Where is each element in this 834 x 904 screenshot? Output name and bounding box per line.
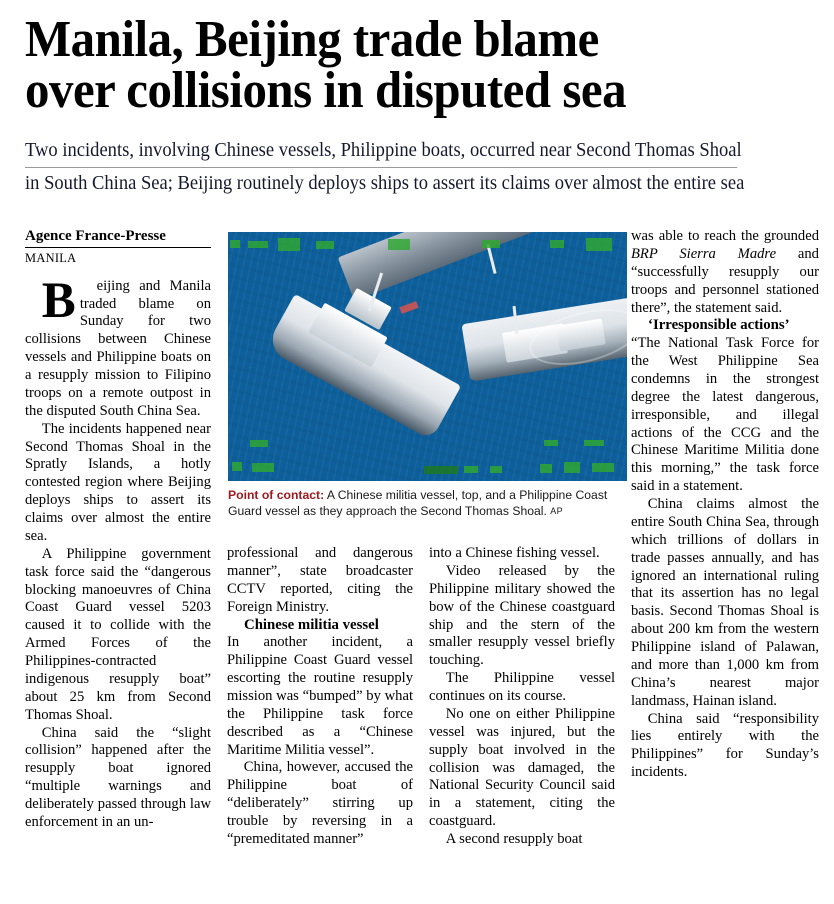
subheadline-line-2: in South China Sea; Beijing routinely deploys ships to assert its claims over almost the entire sea <box>25 171 745 194</box>
column-4 <box>631 228 819 782</box>
paragraph: into a Chinese fishing vessel. <box>429 545 600 561</box>
photo-credit: AP <box>550 506 563 517</box>
caption-text: A Chinese militia vessel, top, and a Philippine Coast Guard vessel as they approach the Second Thomas Shoal. <box>228 488 608 519</box>
paragraph: A second resupply boat <box>445 831 583 847</box>
dateline: MANILA <box>25 250 77 265</box>
column-3 <box>429 545 615 849</box>
paragraph: The incidents happened near Second Thomas Shoal in the Spratly Islands, a hotly contested region where Beijing deploys ships to assert its claims over almost the entire sea. <box>25 420 211 544</box>
paragraph: China, however, accused the Philippine boat of “deliberately” stirring up trouble by reversing in a “premeditated manner” <box>227 759 413 847</box>
column-2 <box>227 545 413 849</box>
paragraph-text: eijing and Manila traded blame on Sunday for two collisions between Chinese vessels and Philippine boats on a resupply mission to Filipino troops on a remote outpost in the disputed South China Sea. <box>25 277 211 419</box>
subheadline <box>25 137 745 198</box>
paragraph: A Philippine government task force said the “dangerous blocking manoeuvres of China Coast Guard vessel 5203 caused it to collide with the Armed Forces of the Philippines-contracted indigenous resupply boat” about 25 km from Second Thomas Shoal. <box>25 545 211 723</box>
section-heading: Chinese militia vessel <box>244 616 379 633</box>
ship-name-italic: BRP Sierra Madre <box>631 245 777 262</box>
page-title <box>25 0 765 120</box>
section-heading: ‘Irresponsible actions’ <box>648 317 790 334</box>
paragraph <box>25 272 211 421</box>
paragraph <box>631 228 819 317</box>
caption-label: Point of contact: <box>228 488 325 502</box>
paragraph: No one on either Philippine vessel was injured, but the supply boat involved in the collision was damaged, the National Security Council said in a statement, citing the coastguard. <box>429 705 615 830</box>
article-body <box>25 228 819 904</box>
headline-line-2: over collisions in disputed sea <box>25 62 627 120</box>
paragraph: China said the “slight collision” happened after the resupply boat ignored “multiple warnings and deliberately passed through law enforcement in an un- <box>25 724 211 830</box>
paragraph: The Philippine vessel continues on its course. <box>429 670 615 704</box>
subheadline-line-1: Two incidents, involving Chinese vessels, Philippine boats, occurred near Second Thomas Shoal <box>25 137 737 168</box>
drop-cap: B <box>41 272 76 329</box>
paragraph: China said “responsibility lies entirely with the Philippines” for Sunday’s incidents. <box>631 710 819 781</box>
paragraph: China claims almost the entire South China Sea, through which trillions of dollars in trade passes annually, and has ignored an international ruling that its assertion has no legal basis. Second Thomas Shoal is about 200 km from the western Philippine island of Palawan, and more than 1,000 km from China’s nearest major landmass, Hainan island. <box>631 496 819 709</box>
paragraph: “The National Task Force for the West Philippine Sea condemns in the strongest degree the latest dangerous, irresponsible, and illegal actions of the CCG and the Chinese Maritime Militia done this morning,” the task force said in a statement. <box>631 335 819 495</box>
column-1 <box>25 228 211 832</box>
paragraph: Video released by the Philippine military showed the bow of the Chinese coastguard ship and the stern of the smaller resupply vessel briefly touching. <box>429 562 615 669</box>
paragraph: professional and dangerous manner”, state broadcaster CCTV reported, citing the Foreign Ministry. <box>227 545 413 615</box>
headline-line-1: Manila, Beijing trade blame <box>25 11 599 68</box>
byline: Agence France-Presse <box>25 228 211 248</box>
paragraph-text-a: was able to reach the grounded <box>631 228 819 244</box>
paragraph-text-b: and “successfully resupply our troops and personnel stationed there”, the statement said. <box>631 245 819 316</box>
paragraph: In another incident, a Philippine Coast Guard vessel escorting the routine resupply mission was “bumped” by what the Philippine task force described as a “Chinese Maritime Militia vessel”. <box>227 634 413 758</box>
